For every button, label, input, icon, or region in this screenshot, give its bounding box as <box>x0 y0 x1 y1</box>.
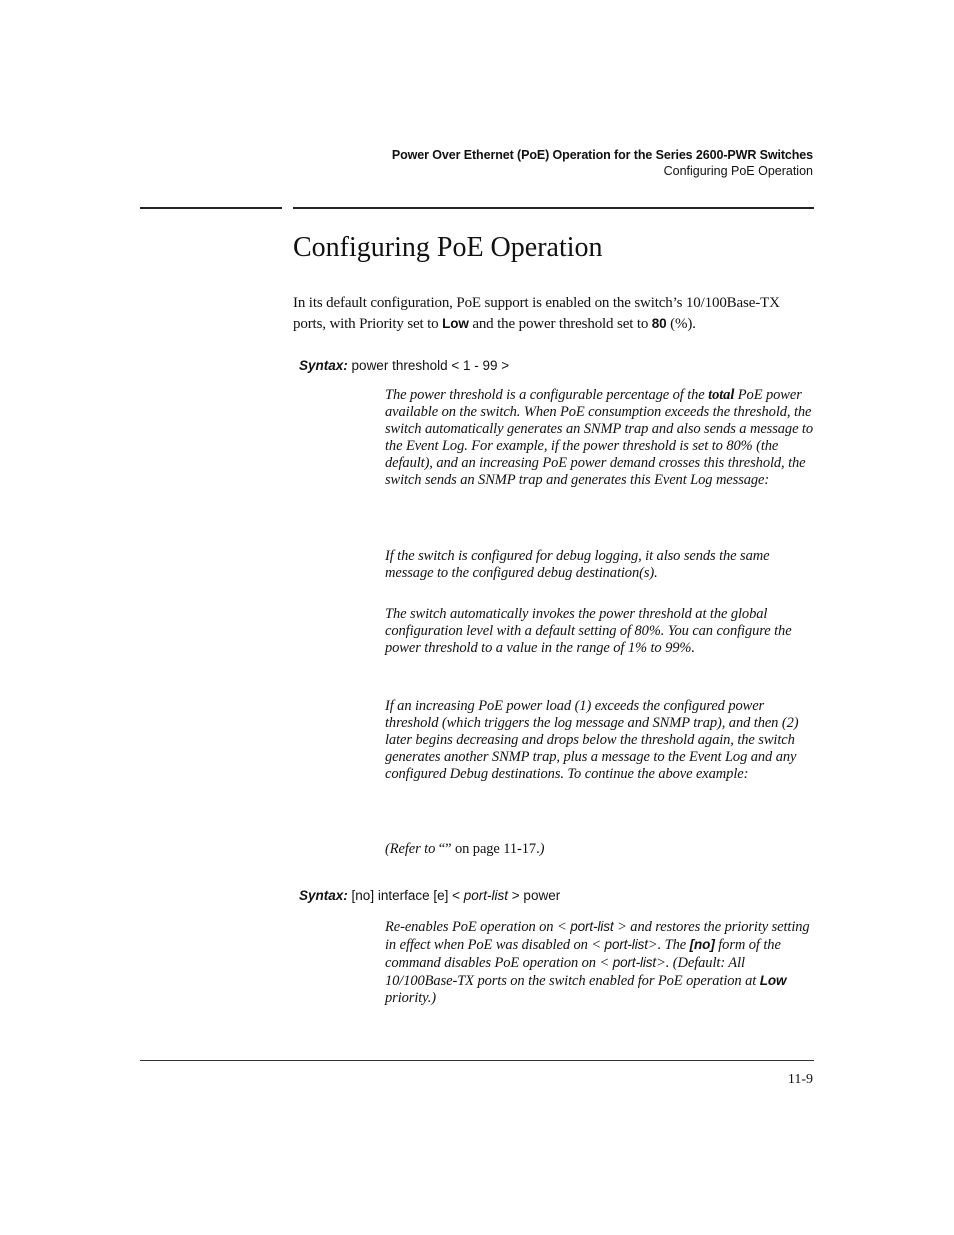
page-title: Configuring PoE Operation <box>293 232 603 263</box>
intro-text-2: and the power threshold set to <box>472 315 649 332</box>
syntax-command-param: port-list <box>463 888 509 903</box>
interface-power-description <box>385 918 815 1007</box>
syntax-power-threshold <box>299 358 509 373</box>
port-list-param: port-list <box>604 937 648 953</box>
intro-paragraph <box>293 294 815 334</box>
footer-rule <box>140 1060 814 1061</box>
desc-text: >. The <box>647 937 687 954</box>
refer-page: on page 11-17. <box>454 841 540 857</box>
debug-logging-paragraph <box>385 548 815 582</box>
port-list-param: port-list <box>570 919 614 934</box>
syntax-command-prefix: [no] interface [e] < <box>351 888 460 903</box>
no-keyword: [no] <box>689 937 715 953</box>
refer-prefix: (Refer to <box>385 841 436 857</box>
syntax-interface-power <box>299 888 560 903</box>
threshold-default-value: 80 <box>651 315 667 331</box>
threshold-drop-paragraph <box>385 698 815 783</box>
para-text: The power threshold is a configurable percentage of the <box>385 387 705 403</box>
para-text: The switch automatically invokes the power threshold at the global configuration level with a default setting of 80%. You can configure the power threshold to a value in the range of 1% to 99%. <box>385 606 792 657</box>
header-rule-right <box>293 207 814 209</box>
intro-text-1: In its default configuration, PoE support is enabled on the switch’s 10/100Base-TX ports, with Priority set to <box>293 295 780 332</box>
page-number: 11-9 <box>787 1072 813 1087</box>
para-text: PoE power available on the switch. When PoE consumption exceeds the threshold, the switch automatically generates an SNMP trap and also sends a message to the Event Log. For example, if the power threshold is set to 80% (the default), and an increasing PoE power demand crosses this threshold, the switch sends an SNMP trap and generates this Event Log message: <box>385 387 814 489</box>
desc-text: < <box>591 937 602 954</box>
desc-text: Re-enables PoE operation on < <box>385 919 567 935</box>
intro-text-3: (%). <box>670 315 696 332</box>
desc-text: > and restores the priority setting in effect when PoE was disabled on <box>385 919 810 954</box>
syntax-label: Syntax: <box>299 358 348 373</box>
running-header-section-title: Configuring PoE Operation <box>663 164 813 178</box>
desc-text: priority.) <box>385 990 436 1007</box>
priority-low-keyword: Low <box>759 973 787 989</box>
para-text: If the switch is configured for debug logging, it also sends the same message to the configured debug destination(s). <box>385 548 770 582</box>
syntax-command-suffix: > power <box>511 888 561 903</box>
syntax-label: Syntax: <box>299 888 348 903</box>
syntax-command: power threshold < 1 - 99 > <box>351 358 510 373</box>
header-rule-left <box>140 207 282 209</box>
cross-reference <box>385 841 815 858</box>
running-header-chapter-title: Power Over Ethernet (PoE) Operation for the Series 2600-PWR Switches <box>391 148 813 162</box>
default-threshold-paragraph <box>385 606 815 657</box>
port-list-param: port-list <box>612 955 657 971</box>
refer-suffix: ) <box>539 841 545 857</box>
total-emphasis: total <box>708 387 735 403</box>
desc-text: form of the command disables PoE operation on < <box>385 937 781 972</box>
threshold-description-paragraph <box>385 387 815 490</box>
desc-text: >. (Default: All 10/100Base-TX ports on the switch enabled for PoE operation at <box>385 955 757 990</box>
para-text: If an increasing PoE power load (1) exceeds the configured power threshold (which triggers the log message and SNMP trap), and then (2) later begins decreasing and drops below the threshold again, the switch generates another SNMP trap, plus a message to the Event Log and any configured Debug destinations. To continue the above example: <box>385 698 799 783</box>
priority-low-keyword: Low <box>442 315 469 331</box>
refer-link[interactable]: “” <box>438 841 452 857</box>
